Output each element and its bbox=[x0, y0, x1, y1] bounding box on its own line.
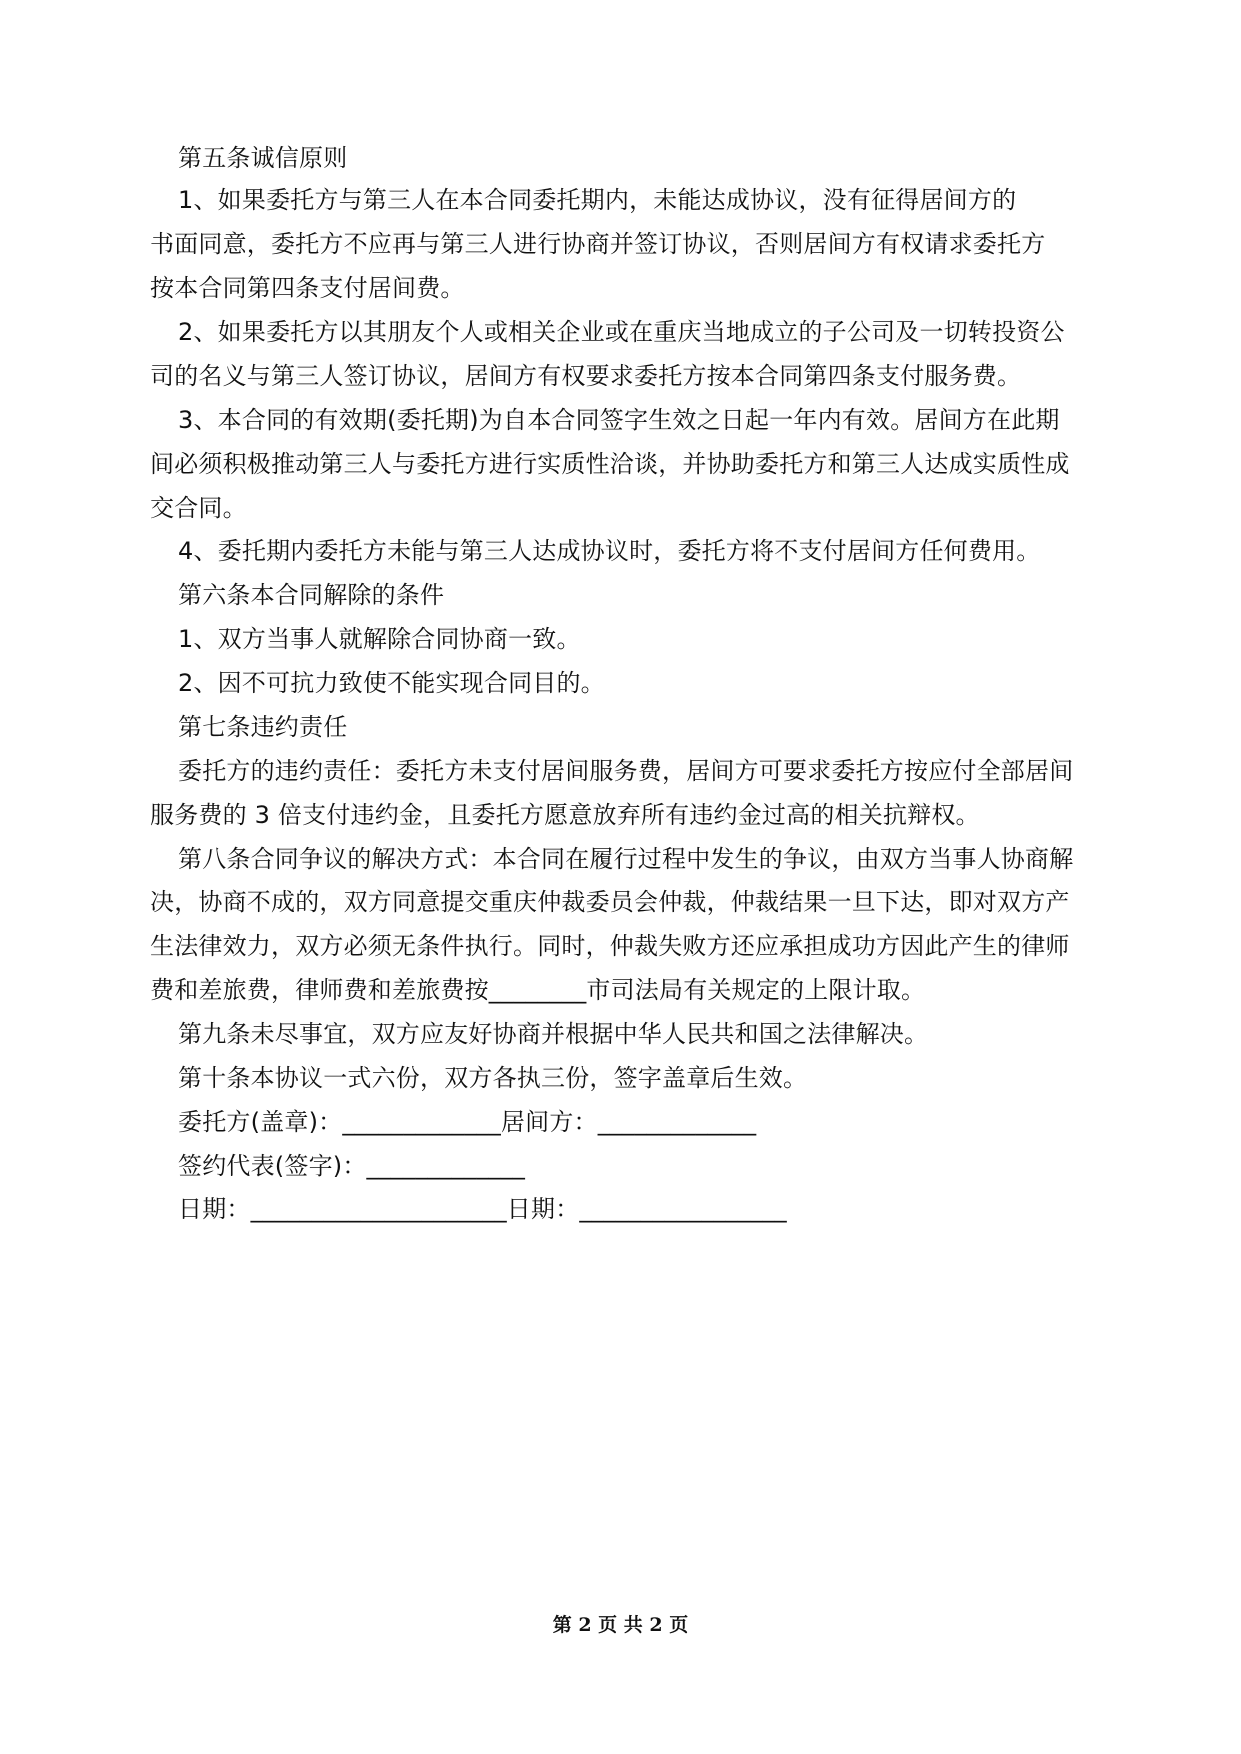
article-8-line-1: 第八条合同争议的解决方式：本合同在履行过程中发生的争议，由双方当事人协商解 bbox=[178, 845, 1074, 873]
signature-parties-line: 委托方(盖章)：_____________居间方：_____________ bbox=[178, 1108, 757, 1136]
signature-representative-line: 签约代表(签字)：_____________ bbox=[178, 1152, 526, 1180]
article-6-item-2: 2、因不可抗力致使不能实现合同目的。 bbox=[178, 669, 605, 697]
article-5-heading: 第五条诚信原则 bbox=[178, 144, 348, 172]
article-10: 第十条本协议一式六份，双方各执三份，签字盖章后生效。 bbox=[178, 1064, 808, 1092]
article-7-heading: 第七条违约责任 bbox=[178, 713, 348, 741]
signature-date-line: 日期：_____________________日期：_________________ bbox=[178, 1195, 787, 1223]
article-5-item-4: 4、委托期内委托方未能与第三人达成协议时，委托方将不支付居间方任何费用。 bbox=[178, 537, 1041, 565]
article-8-line-2: 决，协商不成的，双方同意提交重庆仲裁委员会仲裁，仲裁结果一旦下达，即对双方产 bbox=[150, 888, 1070, 916]
article-5-item-2-line-1: 2、如果委托方以其朋友个人或相关企业或在重庆当地成立的子公司及一切转投资公 bbox=[178, 318, 1065, 346]
article-8-line-4: 费和差旅费，律师费和差旅费按________市司法局有关规定的上限计取。 bbox=[150, 976, 926, 1004]
article-5-item-1-line-2: 书面同意，委托方不应再与第三人进行协商并签订协议，否则居间方有权请求委托方 bbox=[150, 230, 1046, 258]
article-9: 第九条未尽事宜，双方应友好协商并根据中华人民共和国之法律解决。 bbox=[178, 1020, 929, 1048]
article-7-body-line-1: 委托方的违约责任：委托方未支付居间服务费，居间方可要求委托方按应付全部居间 bbox=[178, 757, 1074, 785]
page-footer: 第 2 页 共 2 页 bbox=[552, 1614, 689, 1636]
article-5-item-3-line-2: 间必须积极推动第三人与委托方进行实质性洽谈，并协助委托方和第三人达成实质性成 bbox=[150, 450, 1070, 478]
article-5-item-2-line-2: 司的名义与第三人签订协议，居间方有权要求委托方按本合同第四条支付服务费。 bbox=[150, 362, 1022, 390]
article-5-item-1-line-1: 1、如果委托方与第三人在本合同委托期内，未能达成协议，没有征得居间方的 bbox=[178, 186, 1017, 214]
article-8-line-3: 生法律效力，双方必须无条件执行。同时，仲裁失败方还应承担成功方因此产生的律师 bbox=[150, 932, 1070, 960]
article-6-item-1: 1、双方当事人就解除合同协商一致。 bbox=[178, 625, 581, 653]
article-7-body-line-2: 服务费的 3 倍支付违约金，且委托方愿意放弃所有违约金过高的相关抗辩权。 bbox=[150, 801, 980, 829]
article-5-item-3-line-3: 交合同。 bbox=[150, 494, 247, 522]
article-5-item-1-line-3: 按本合同第四条支付居间费。 bbox=[150, 274, 465, 302]
article-5-item-3-line-1: 3、本合同的有效期(委托期)为自本合同签字生效之日起一年内有效。居间方在此期 bbox=[178, 406, 1060, 434]
article-6-heading: 第六条本合同解除的条件 bbox=[178, 581, 445, 609]
